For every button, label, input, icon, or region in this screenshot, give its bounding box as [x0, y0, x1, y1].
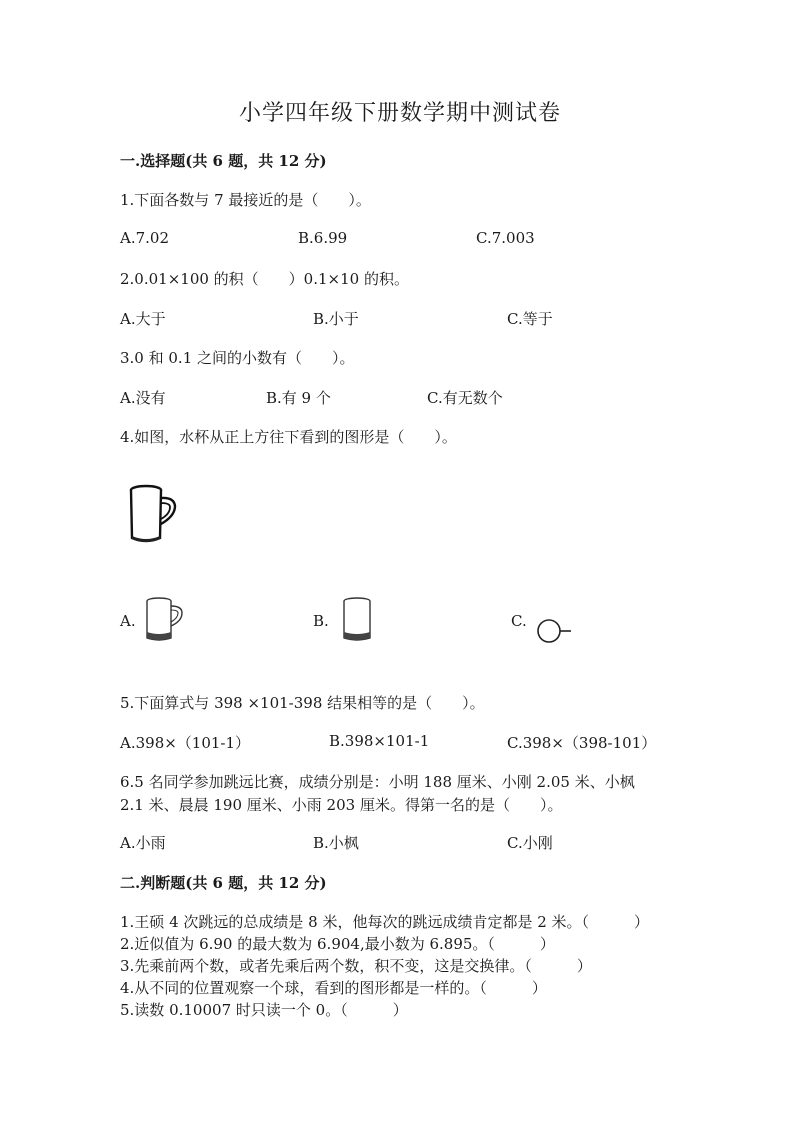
question-6-option-c: C.小刚 — [507, 834, 553, 852]
question-1-stem: 1.下面各数与 7 最接近的是（ ）。 — [120, 191, 371, 209]
section-heading-true-false: 二.判断题(共 6 题，共 12 分) — [120, 874, 327, 892]
tf-item: 1.王硕 4 次跳远的总成绩是 8 米，他每次的跳远成绩肯定都是 2 米。（ ） — [120, 913, 650, 931]
tf-item: 5.读数 0.10007 时只读一个 0。（ ） — [120, 1001, 408, 1019]
question-1-option-b: B.6.99 — [298, 229, 348, 247]
question-4-stem: 4.如图，水杯从正上方往下看到的图形是（ ）。 — [120, 428, 457, 446]
question-4-option-c: C. — [511, 612, 527, 630]
question-1-option-a: A.7.02 — [120, 229, 169, 247]
question-3-option-a: A.没有 — [120, 389, 166, 407]
question-5-option-a: A.398×（101-1） — [120, 734, 251, 752]
tf-item: 4.从不同的位置观察一个球，看到的图形都是一样的。（ ） — [120, 979, 547, 997]
mug-icon — [128, 484, 184, 546]
question-5-option-b: B.398×101-1 — [329, 732, 430, 750]
question-2-option-a: A.大于 — [120, 310, 166, 328]
question-6-stem-line-1: 6.5 名同学参加跳远比赛，成绩分别是：小明 188 厘米、小刚 2.05 米、小枫 — [120, 773, 635, 791]
page-title: 小学四年级下册数学期中测试卷 — [238, 101, 561, 126]
question-2-stem: 2.0.01×100 的积（ ）0.1×10 的积。 — [120, 270, 409, 288]
section-heading-choice: 一.选择题(共 6 题，共 12 分) — [120, 152, 327, 170]
question-6-stem-line-2: 2.1 米、晨晨 190 厘米、小雨 203 厘米。得第一名的是（ ）。 — [120, 796, 563, 814]
cylinder-front-view-icon — [342, 596, 374, 644]
question-6-option-b: B.小枫 — [313, 834, 359, 852]
question-4-option-b: B. — [313, 612, 329, 630]
question-3-option-b: B.有 9 个 — [266, 389, 331, 407]
question-6-option-a: A.小雨 — [120, 834, 166, 852]
question-4-option-a: A. — [120, 612, 136, 630]
question-3-stem: 3.0 和 0.1 之间的小数有（ ）。 — [120, 349, 355, 367]
tf-item: 2.近似值为 6.90 的最大数为 6.904,最小数为 6.895。（ ） — [120, 935, 555, 953]
question-2-option-b: B.小于 — [313, 310, 359, 328]
question-2-option-c: C.等于 — [507, 310, 553, 328]
tf-item: 3.先乘前两个数，或者先乘后两个数，积不变，这是交换律。（ ） — [120, 957, 592, 975]
question-5-option-c: C.398×（398-101） — [507, 734, 657, 752]
circle-top-view-icon — [536, 618, 576, 646]
question-1-option-c: C.7.003 — [476, 229, 535, 247]
question-5-stem: 5.下面算式与 398 ×101-398 结果相等的是（ ）。 — [120, 694, 485, 712]
mug-side-view-icon — [144, 596, 188, 644]
question-3-option-c: C.有无数个 — [427, 389, 503, 407]
